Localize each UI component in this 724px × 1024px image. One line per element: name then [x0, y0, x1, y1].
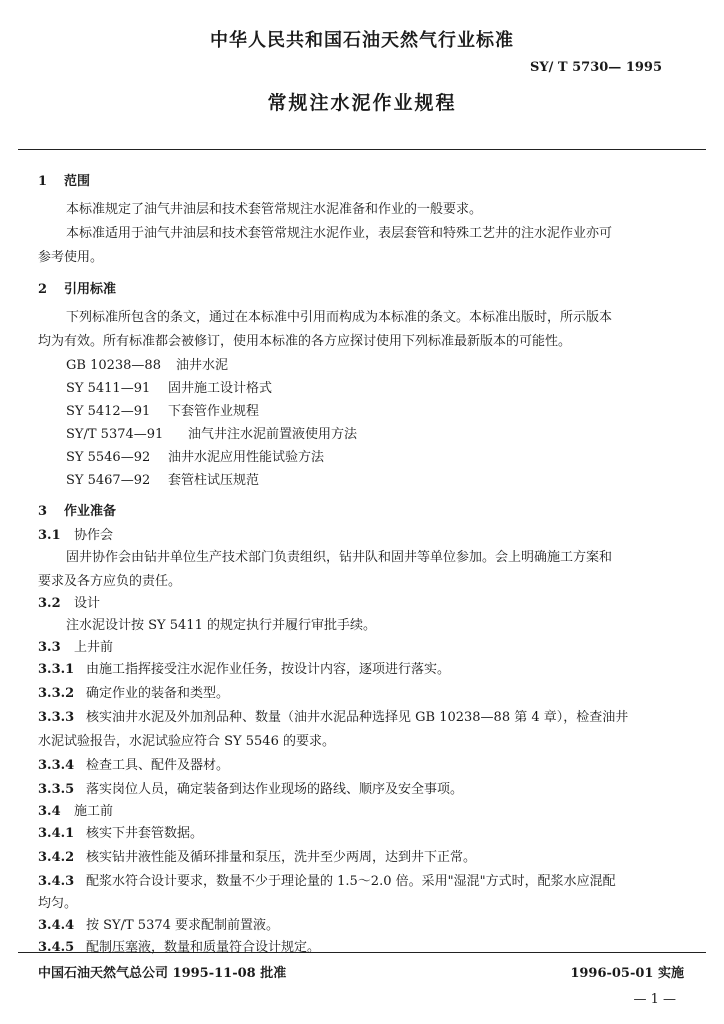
- clause-3-4-1: [38, 822, 203, 841]
- standard-organization: 中华人民共和国石油天然气行业标准: [210, 30, 514, 51]
- subsection-3-1-text-cont: 要求及各方应负的责任。: [38, 574, 182, 589]
- reference-name: 油气井注水泥前置液使用方法: [188, 427, 358, 442]
- clause-text: 配浆水符合设计要求，数量不少于理论量的 1.5～2.0 倍。采用"湿混"方式时，配浆水应混配: [86, 874, 616, 889]
- reference-code: SY 5546—92: [66, 450, 151, 465]
- clause-number: 3.3.3: [38, 710, 75, 725]
- clause-3-3-3: [38, 706, 628, 725]
- footer-divider: [18, 952, 706, 953]
- clause-number: 3.3.5: [38, 782, 75, 797]
- section-2-para-cont: 均为有效。所有标准都会被修订，使用本标准的各方应探讨使用下列标准最新版本的可能性。: [38, 334, 572, 349]
- clause-number: 3.4.1: [38, 826, 75, 841]
- clause-number: 3.3.1: [38, 662, 75, 677]
- subsection-number: 3.1: [38, 528, 61, 543]
- reference-code: GB 10238—88: [66, 358, 161, 373]
- section-number: 2: [38, 282, 48, 297]
- clause-text: 确定作业的装备和类型。: [86, 686, 230, 701]
- clause-text: 由施工指挥接受注水泥作业任务，按设计内容，逐项进行落实。: [86, 662, 451, 677]
- reference-code: SY 5411—91: [66, 381, 151, 396]
- reference-item: [66, 423, 357, 442]
- clause-text: 核实钻井液性能及循环排量和泵压，洗井至少两周，达到井下正常。: [86, 850, 477, 865]
- page-number: — 1 —: [633, 992, 676, 1007]
- header-divider: [18, 149, 706, 150]
- section-2-heading: [38, 278, 116, 297]
- clause-number: 3.4.4: [38, 918, 75, 933]
- clause-number: 3.4.2: [38, 850, 75, 865]
- subsection-3-3-heading: [38, 636, 113, 655]
- clause-number: 3.4.5: [38, 940, 75, 955]
- reference-name: 固井施工设计格式: [168, 381, 273, 396]
- reference-code: SY 5467—92: [66, 473, 151, 488]
- clause-3-3-3-cont: 水泥试验报告，水泥试验应符合 SY 5546 的要求。: [38, 734, 335, 749]
- clause-3-4-3: [38, 870, 616, 889]
- section-3-heading: [38, 500, 116, 519]
- clause-3-3-1: [38, 658, 450, 677]
- subsection-3-1-text: 固井协作会由钻井单位生产技术部门负责组织，钻井队和固井等单位参加。会上明确施工方案和: [66, 550, 613, 565]
- subsection-3-1-heading: [38, 524, 113, 543]
- clause-3-3-4: [38, 754, 229, 773]
- reference-name: 下套管作业规程: [168, 404, 260, 419]
- subsection-title: 上井前: [74, 640, 114, 655]
- clause-3-4-2: [38, 846, 476, 865]
- clause-number: 3.3.2: [38, 686, 75, 701]
- clause-3-3-2: [38, 682, 229, 701]
- subsection-title: 施工前: [74, 804, 114, 819]
- section-number: 3: [38, 504, 48, 519]
- section-1-para-1: 本标准规定了油气井油层和技术套管常规注水泥准备和作业的一般要求。: [66, 202, 483, 217]
- standard-code: SY/ T 5730— 1995: [529, 60, 662, 75]
- subsection-3-4-heading: [38, 800, 113, 819]
- clause-3-3-5: [38, 778, 463, 797]
- section-title: 作业准备: [64, 504, 117, 519]
- section-1-heading: [38, 170, 90, 189]
- clause-text: 核实油井水泥及外加剂品种、数量（油井水泥品种选择见 GB 10238—88 第 4 章），检查油井: [86, 710, 629, 725]
- subsection-number: 3.3: [38, 640, 61, 655]
- section-1-para-2: 本标准适用于油气井油层和技术套管常规注水泥作业，表层套管和特殊工艺井的注水泥作业亦可: [66, 226, 613, 241]
- clause-text: 落实岗位人员，确定装备到达作业现场的路线、顺序及安全事项。: [86, 782, 464, 797]
- clause-3-4-4: [38, 914, 279, 933]
- section-1-para-2-cont: 参考使用。: [38, 250, 104, 265]
- clause-text: 核实下井套管数据。: [86, 826, 204, 841]
- reference-name: 油井水泥应用性能试验方法: [168, 450, 325, 465]
- section-title: 引用标准: [64, 282, 117, 297]
- clause-3-4-3-cont: 均匀。: [38, 896, 78, 911]
- clause-number: 3.4.3: [38, 874, 75, 889]
- subsection-title: 协作会: [74, 528, 114, 543]
- reference-item: [66, 400, 259, 419]
- reference-item: [66, 377, 272, 396]
- reference-item: [66, 469, 259, 488]
- effective-date: 1996-05-01 实施: [570, 966, 684, 981]
- reference-name: 套管柱试压规范: [168, 473, 260, 488]
- reference-code: SY 5412—91: [66, 404, 151, 419]
- section-number: 1: [38, 174, 48, 189]
- section-title: 范围: [64, 174, 91, 189]
- clause-text: 配制压塞液，数量和质量符合设计规定。: [86, 940, 321, 955]
- subsection-number: 3.2: [38, 596, 61, 611]
- reference-item: [66, 446, 324, 465]
- reference-name: 油井水泥: [176, 358, 229, 373]
- clause-text: 检查工具、配件及器材。: [86, 758, 230, 773]
- clause-text: 按 SY/T 5374 要求配制前置液。: [86, 918, 280, 933]
- clause-number: 3.3.4: [38, 758, 75, 773]
- document-title: 常规注水泥作业规程: [267, 92, 457, 114]
- subsection-3-2-heading: [38, 592, 100, 611]
- subsection-3-2-text: 注水泥设计按 SY 5411 的规定执行并履行审批手续。: [66, 618, 376, 633]
- section-2-para: 下列标准所包含的条文，通过在本标准中引用而构成为本标准的条文。本标准出版时，所示版本: [66, 310, 613, 325]
- approval-line: 中国石油天然气总公司 1995-11-08 批准: [38, 966, 287, 981]
- reference-code: SY/T 5374—91: [66, 427, 164, 442]
- subsection-number: 3.4: [38, 804, 61, 819]
- reference-item: [66, 354, 228, 373]
- subsection-title: 设计: [74, 596, 101, 611]
